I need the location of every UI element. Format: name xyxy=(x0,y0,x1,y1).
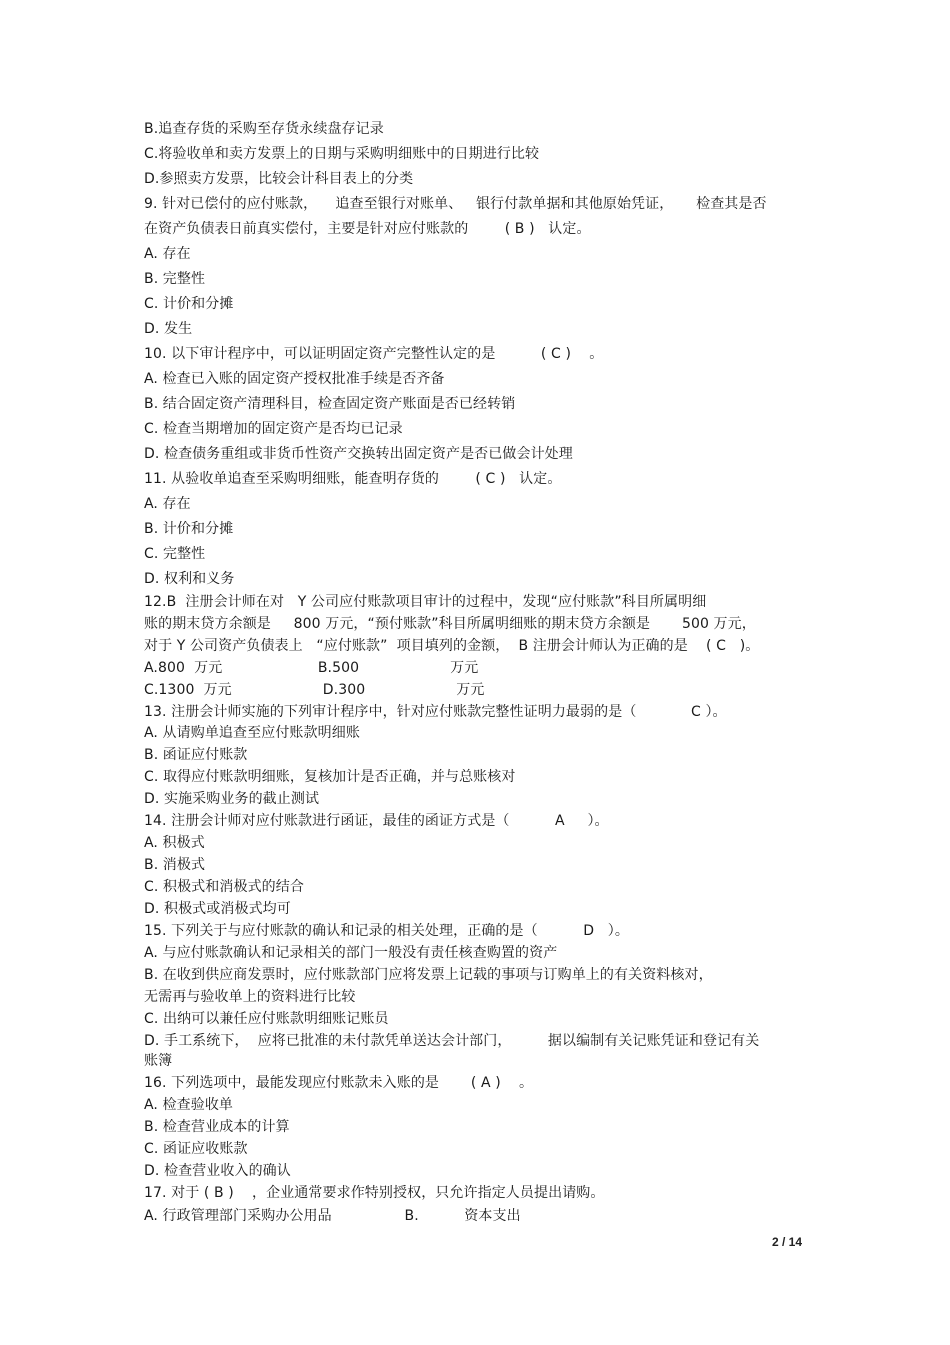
text-line: C.将验收单和卖方发票上的日期与采购明细账中的日期进行比较 xyxy=(144,146,540,162)
text-line: D. 实施采购业务的截止测试 xyxy=(144,791,320,807)
text-line: 9. 针对已偿付的应付账款， 追查至银行对账单、 银行付款单据和其他原始凭证， 检查其是否 xyxy=(144,196,767,212)
text-line: A. 检查已入账的固定资产授权批准手续是否齐备 xyxy=(144,371,445,387)
text-line: 17. 对于 ( B ) ，企业通常要求作特别授权，只允许指定人员提出请购。 xyxy=(144,1185,605,1201)
text-line: B. 函证应付账款 xyxy=(144,747,248,763)
text-line: D.参照卖方发票，比较会计科目表上的分类 xyxy=(144,171,414,187)
text-line: B. 在收到供应商发票时，应付账款部门应将发票上记载的事项与订购单上的有关资料核对， xyxy=(144,967,713,983)
text-line: 13. 注册会计师实施的下列审计程序中，针对应付账款完整性证明力最弱的是（ C ）。 xyxy=(144,704,727,720)
text-line: D. 积极式或消极式均可 xyxy=(144,901,291,917)
text-line: 账簿 xyxy=(144,1053,173,1069)
text-line: D. 检查债务重组或非货币性资产交换转出固定资产是否已做会计处理 xyxy=(144,446,573,462)
text-line: B. 消极式 xyxy=(144,857,206,873)
text-line: 10. 以下审计程序中，可以证明固定资产完整性认定的是 ( C ) 。 xyxy=(144,346,604,362)
text-line: B. 结合固定资产清理科目，检查固定资产账面是否已经转销 xyxy=(144,396,516,412)
text-line: A.800 万元 B.500 万元 xyxy=(144,660,479,676)
text-line: 11. 从验收单追查至采购明细账，能查明存货的 ( C ) 认定。 xyxy=(144,471,562,487)
text-line: 对于 Y 公司资产负债表上 “应付账款” 项目填列的金额， B 注册会计师认为正确的是 ( C )。 xyxy=(144,638,760,654)
text-line: D. 检查营业收入的确认 xyxy=(144,1163,291,1179)
text-line: C. 积极式和消极式的结合 xyxy=(144,879,304,895)
text-line: B. 完整性 xyxy=(144,271,206,287)
text-line: D. 发生 xyxy=(144,321,193,337)
page-number: 2 / 14 xyxy=(772,1235,803,1249)
text-line: A. 检查验收单 xyxy=(144,1097,234,1113)
text-line: A. 行政管理部门采购办公用品 B. 资本支出 xyxy=(144,1208,521,1224)
text-line: C.1300 万元 D.300 万元 xyxy=(144,682,485,698)
text-line: A. 与应付账款确认和记录相关的部门一般没有责任核查购置的资产 xyxy=(144,945,558,961)
text-line: 16. 下列选项中，最能发现应付账款未入账的是 ( A ) 。 xyxy=(144,1075,534,1091)
text-line: D. 手工系统下， 应将已批准的未付款凭单送达会计部门， 据以编制有关记账凭证和登记有关 xyxy=(144,1033,760,1049)
text-line: 无需再与验收单上的资料进行比较 xyxy=(144,989,356,1005)
text-line: 15. 下列关于与应付账款的确认和记录的相关处理，正确的是（ D ）。 xyxy=(144,923,629,939)
text-line: C. 取得应付账款明细账，复核加计是否正确，并与总账核对 xyxy=(144,769,516,785)
text-line: C. 完整性 xyxy=(144,546,206,562)
text-line: C. 函证应收账款 xyxy=(144,1141,248,1157)
text-line: 14. 注册会计师对应付账款进行函证，最佳的函证方式是（ A ）。 xyxy=(144,813,609,829)
text-line: B. 计价和分摊 xyxy=(144,521,234,537)
text-line: 在资产负债表日前真实偿付，主要是针对应付账款的 ( B ) 认定。 xyxy=(144,221,591,237)
text-line: 账的期末贷方余额是 800 万元，“预付账款”科目所属明细账的期末贷方余额是 500 万元， xyxy=(144,616,756,632)
text-line: C. 出纳可以兼任应付账款明细账记账员 xyxy=(144,1011,389,1027)
text-line: B.追查存货的采购至存货永续盘存记录 xyxy=(144,121,384,137)
text-line: D. 权利和义务 xyxy=(144,571,235,587)
text-line: C. 计价和分摊 xyxy=(144,296,234,312)
text-line: A. 积极式 xyxy=(144,835,205,851)
text-line: C. 检查当期增加的固定资产是否均已记录 xyxy=(144,421,403,437)
text-line: B. 检查营业成本的计算 xyxy=(144,1119,290,1135)
text-line: A. 存在 xyxy=(144,246,191,262)
text-line: 12.B 注册会计师在对 Y 公司应付账款项目审计的过程中，发现“应付账款”科目所属明细 xyxy=(144,594,707,610)
text-line: A. 存在 xyxy=(144,496,191,512)
text-line: A. 从请购单追查至应付账款明细账 xyxy=(144,725,360,741)
